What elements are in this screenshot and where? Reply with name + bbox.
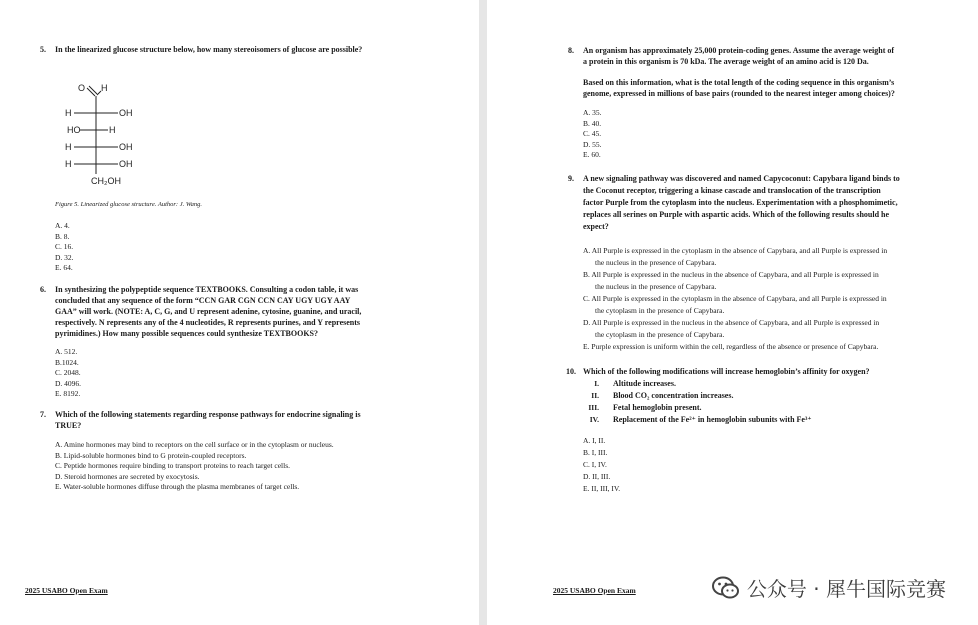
footer-right: 2025 USABO Open Exam: [553, 586, 636, 595]
q9-option-d-cont: the cytoplasm in the presence of Capybara.: [595, 330, 725, 339]
q9-option-a-cont: the nucleus in the presence of Capybara.: [595, 258, 717, 267]
q10-text: Which of the following modifications will increase hemoglobin’s affinity for oxygen?: [583, 367, 870, 376]
q5-option-c: C. 16.: [55, 242, 74, 251]
watermark-text: 公众号 · 犀牛国际竞赛: [746, 577, 946, 601]
q6-option-e: E. 8192.: [55, 389, 81, 398]
q10-item-4-numeral: IV.: [589, 415, 599, 424]
exam-page-left: [0, 0, 479, 625]
glucose-c4-left: H: [65, 142, 72, 152]
q8-option-d: D. 55.: [583, 139, 602, 149]
q10-number: 10.: [566, 367, 576, 376]
q7-line-2: TRUE?: [55, 421, 82, 430]
q7-option-b: B. Lipid-soluble hormones bind to G protein-coupled receptors.: [55, 450, 247, 460]
q9-number: 9.: [568, 174, 574, 183]
q9-line-5: expect?: [583, 222, 609, 231]
q9-option-b: B. All Purple is expressed in the nucleus in the absence of Capybara, and all Purple is expressed in: [583, 270, 879, 279]
q5-option-a: A. 4.: [55, 221, 70, 230]
q10-option-a: A. I, II.: [583, 436, 606, 445]
q5-option-e: E. 64.: [55, 263, 73, 272]
q5-option-b: B. 8.: [55, 231, 70, 241]
q10-option-b: B. I, III.: [583, 448, 608, 457]
q8-option-a: A. 35.: [583, 108, 602, 117]
q9-line-4: replaces all serines on Purple with aspartic acids. Which of the following results should he: [583, 210, 890, 219]
q6-option-d: D. 4096.: [55, 378, 82, 388]
wechat-watermark: [711, 573, 946, 602]
glucose-c4-right: OH: [119, 142, 133, 152]
q5-option-d: D. 32.: [55, 252, 74, 262]
q8-line-4: genome, expressed in millions of base pairs (rounded to the nearest integer among choices)?: [583, 89, 895, 98]
glucose-ch2oh-label: CH₂OH: [91, 176, 121, 186]
q9-line-1: A new signaling pathway was discovered and named Capycoconut: Capybara ligand binds to: [583, 174, 900, 183]
wechat-icon: [711, 575, 741, 601]
q5-text: In the linearized glucose structure below, how many stereoisomers of glucose are possible?: [55, 45, 363, 54]
q10-option-d: D. II, III.: [583, 472, 611, 481]
q7-option-a: A. Amine hormones may bind to receptors on the cell surface or in the cytoplasm or nucleus.: [55, 440, 334, 449]
glucose-structure-figure: [60, 80, 140, 192]
glucose-c2-right: OH: [119, 108, 133, 118]
q9-option-d: D. All Purple is expressed in the nucleus in the absence of Capybara, and all Purple is expressed in: [583, 318, 880, 327]
figure-5-caption: Figure 5. Linearized glucose structure. Author: J. Wang.: [55, 201, 203, 208]
q7-option-c: C. Peptide hormones require binding to transport proteins to reach target cells.: [55, 461, 291, 470]
q7-number: 7.: [40, 410, 46, 419]
q10-option-c: C. I, IV.: [583, 460, 607, 469]
glucose-c5-right: OH: [119, 159, 133, 169]
q8-number: 8.: [568, 46, 574, 55]
q8-option-b: B. 40.: [583, 118, 602, 128]
glucose-c2-left: H: [65, 108, 72, 118]
exam-page-right: [487, 0, 978, 625]
q9-option-b-cont: the nucleus in the presence of Capybara.: [595, 282, 717, 291]
glucose-c5-left: H: [65, 159, 72, 169]
glucose-o-label: O: [78, 83, 86, 93]
q10-item-1-text: Altitude increases.: [613, 379, 676, 388]
q10-option-e: E. II, III, IV.: [583, 484, 621, 493]
q10-item-3-numeral: III.: [588, 403, 599, 412]
q6-option-b: B.1024.: [55, 357, 79, 367]
q6-line-3: GAA” will work. (NOTE: A, C, G, and U represent adenine, cytosine, guanine, and uracil,: [55, 307, 362, 316]
q7-line-1: Which of the following statements regarding response pathways for endocrine signaling is: [55, 410, 361, 419]
q9-option-c: C. All Purple is expressed in the cytoplasm in the absence of Capybara, and all Purple is expressed in: [583, 294, 887, 303]
q10-item-2-numeral: II.: [591, 391, 599, 400]
q8-line-1: An organism has approximately 25,000 protein-coding genes. Assume the average weight of: [583, 46, 895, 55]
q9-line-2: the Coconut receptor, triggering a kinase cascade and translocation of the transcription: [583, 186, 881, 195]
q7-option-e: E. Water-soluble hormones diffuse through the plasma membranes of target cells.: [55, 482, 300, 491]
q8-line-3: Based on this information, what is the total length of the coding sequence in this organism’s: [583, 78, 895, 87]
q6-line-4: respectively. N represents any of the 4 nucleotides, R represents purines, and Y represents: [55, 318, 361, 327]
q6-option-a: A. 512.: [55, 347, 78, 356]
q9-option-c-cont: the cytoplasm in the presence of Capybara.: [595, 306, 725, 315]
q6-line-1: In synthesizing the polypeptide sequence TEXTBOOKS. Consulting a codon table, it was: [55, 285, 359, 294]
glucose-structure: [60, 80, 140, 192]
q9-option-a: A. All Purple is expressed in the cytoplasm in the absence of Capybara, and all Purple is expressed in: [583, 246, 888, 255]
q6-number: 6.: [40, 285, 46, 294]
q10-item-2-text: Blood CO₂ concentration increases.: [613, 391, 734, 400]
glucose-c3-left: HO: [67, 125, 81, 135]
glucose-h-label: H: [101, 83, 108, 93]
q10-item-1-numeral: I.: [594, 379, 599, 388]
q9-option-e: E. Purple expression is uniform within the cell, regardless of the absence or presence of Capybara.: [583, 342, 879, 351]
footer-left: 2025 USABO Open Exam: [25, 586, 108, 595]
q6-option-c: C. 2048.: [55, 368, 81, 377]
q9-line-3: factor Purple from the cytoplasm into the nucleus. Experimentation with a phosphomimetic,: [583, 198, 898, 207]
q8-option-e: E. 60.: [583, 150, 601, 159]
q10-item-4-text: Replacement of the Fe²⁺ in hemoglobin subunits with Fe³⁺: [613, 415, 812, 424]
q6-line-2: concluded that any sequence of the form “CCN GAR CGN CCN CAY UGY UGY AAY: [55, 296, 351, 305]
q10-item-3-text: Fetal hemoglobin present.: [613, 403, 702, 412]
q6-line-5: pyrimidines.) How many possible sequences could synthesize TEXTBOOKS?: [55, 329, 318, 338]
glucose-c3-right: H: [109, 125, 116, 135]
q7-option-d: D. Steroid hormones are secreted by exocytosis.: [55, 471, 200, 481]
q8-option-c: C. 45.: [583, 129, 602, 138]
q5-number: 5.: [40, 45, 46, 54]
q8-line-2: a protein in this organism is 70 kDa. The average weight of an amino acid is 120 Da.: [583, 57, 869, 66]
